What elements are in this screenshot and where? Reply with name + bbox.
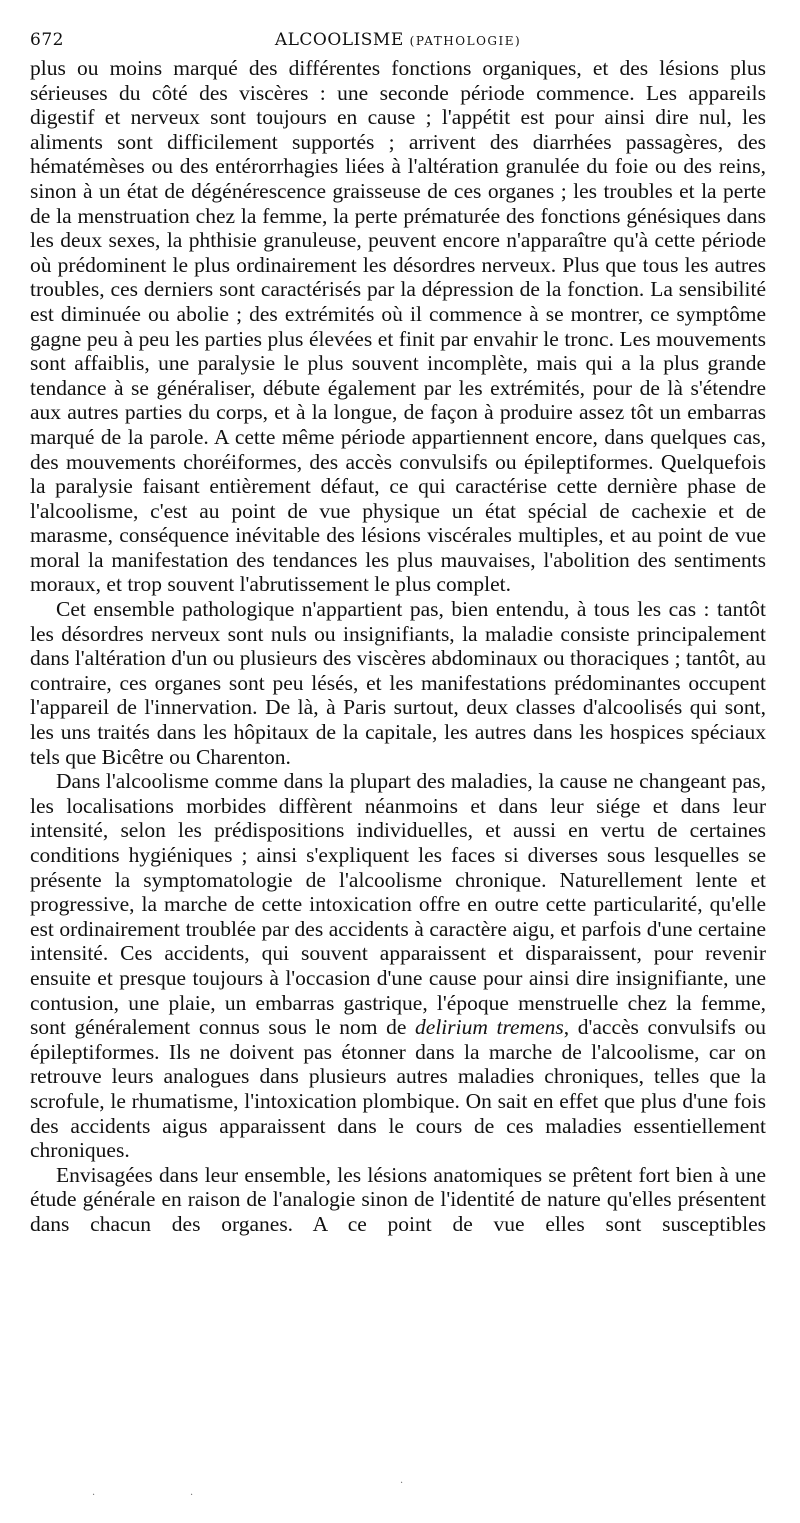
page-number: 672 [30, 30, 64, 50]
delirium-tremens-term: delirium tremens [415, 1015, 564, 1040]
running-title [30, 30, 766, 50]
body-text [30, 56, 766, 1237]
scan-specks [0, 1478, 800, 1501]
paragraph-localisations-part1: Dans l'alcoolisme comme dans la plupart des maladies, la cause ne changeant pas, les localisations morbides diffèrent néanmoins et dans leur siége et dans leur intensité, selon les prédispositions individuelles, et aussi en vertu de certaines conditions hygiéniques ; ainsi s'expliquent les faces si diverses sous lesquelles se présente la symptomatologie de l'alcoolisme chronique. Naturellement lente et progressive, la marche de cette intoxication offre en outre cette particularité, qu'elle est ordinairement troublée par des accidents à caractère aigu, et parfois d'une certaine intensité. Ces accidents, qui souvent apparaissent et disparaissent, pour revenir ensuite et presque toujours à l'occasion d'une cause pour ainsi dire insignifiante, une contusion, une plaie, un embarras gastrique, l'époque menstruelle chez la femme, sont généralement connus sous le nom de [30, 769, 766, 1040]
paragraph-anatomical-lesions: Envisagées dans leur ensemble, les lésions anatomiques se prêtent fort bien à une étude générale en raison de l'analogie sinon de l'identité de nature qu'elles présentent dans chacun des organes. A ce point de vue elles sont susceptibles [30, 1162, 766, 1236]
running-title-main: ALCOOLISME [274, 30, 404, 50]
paragraph-continued: plus ou moins marqué des différentes fonctions organiques, et des lésions plus sérieuses du côté des viscères : une seconde période commence. Les appareils digestif et nerveux sont toujours en cause ; l'appétit est pour ainsi dire nul, les aliments sont difficilement supportés ; arrivent des diarrhées passagères, des hématémèses ou des entérorrhagies liées à l'altération granulée du foie ou des reins, sinon à un état de dégénérescence graisseuse de ces organes ; les troubles et la perte de la menstruation chez la femme, la perte prématurée des fonctions génésiques dans les deux sexes, la phthisie granuleuse, peuvent encore n'apparaître qu'à cette période où prédominent le plus ordinairement les désordres nerveux. Plus que tous les autres troubles, ces derniers sont caractérisés par la dépression de la fonction. La sensibilité est diminuée ou abolie ; des extrémités où il commence à se montrer, ce symptôme gagne peu à peu les parties plus élevées et finit par envahir le tronc. Les mouvements sont affaiblis, une paralysie le plus souvent incomplète, mais qui a la plus grande tendance à se généraliser, débute également par les extrémités, pour de là s'étendre aux autres parties du corps, et à la longue, de façon à produire assez tôt un embarras marqué de la parole. A cette même période appartiennent encore, dans quelques cas, des mouvements choréiformes, des accès convulsifs ou épileptiformes. Quelquefois la paralysie faisant entièrement défaut, ce qui caractérise cette dernière phase de l'alcoolisme, c'est au point de vue physique un état spécial de cachexie et de marasme, conséquence inévitable des lésions viscérales multiples, et au point de vue moral la manifestation des tendances les plus mauvaises, l'abolition des sentiments moraux, et trop souvent l'abrutissement le plus complet. [30, 56, 766, 597]
running-title-subtitle: (PATHOLOGIE) [409, 34, 522, 48]
speck: · [190, 1490, 194, 1501]
running-header [30, 22, 766, 56]
paragraph-pathological-ensemble: Cet ensemble pathologique n'appartient pas, bien entendu, à tous les cas : tantôt les désordres nerveux sont nuls ou insignifiants, la maladie consiste principalement dans l'altération d'un ou plusieurs des viscères abdominaux ou thoraciques ; tantôt, au contraire, ces organes sont peu lésés, et les manifestations prédominantes occupent l'appareil de l'innervation. De là, à Paris surtout, deux classes d'alcoolisés qui sont, les uns traités dans les hôpitaux de la capitale, les autres dans les hospices spéciaux tels que Bicêtre ou Charenton. [30, 597, 766, 769]
paragraph-localisations-part2: , d'accès convulsifs ou épileptiformes. Ils ne doivent pas étonner dans la marche de l'alcoolisme, car on retrouve leurs analogues dans plusieurs autres maladies chroniques, telles que la scrofule, le rhumatisme, l'intoxication plombique. On sait en effet que plus d'une fois des accidents aigus apparaissent dans le cours de ces maladies essentiellement chroniques. [30, 1015, 766, 1163]
paragraph-localisations [30, 769, 766, 1163]
speck: · [92, 1490, 96, 1501]
document-page [30, 22, 766, 1237]
speck: · [400, 1478, 404, 1489]
